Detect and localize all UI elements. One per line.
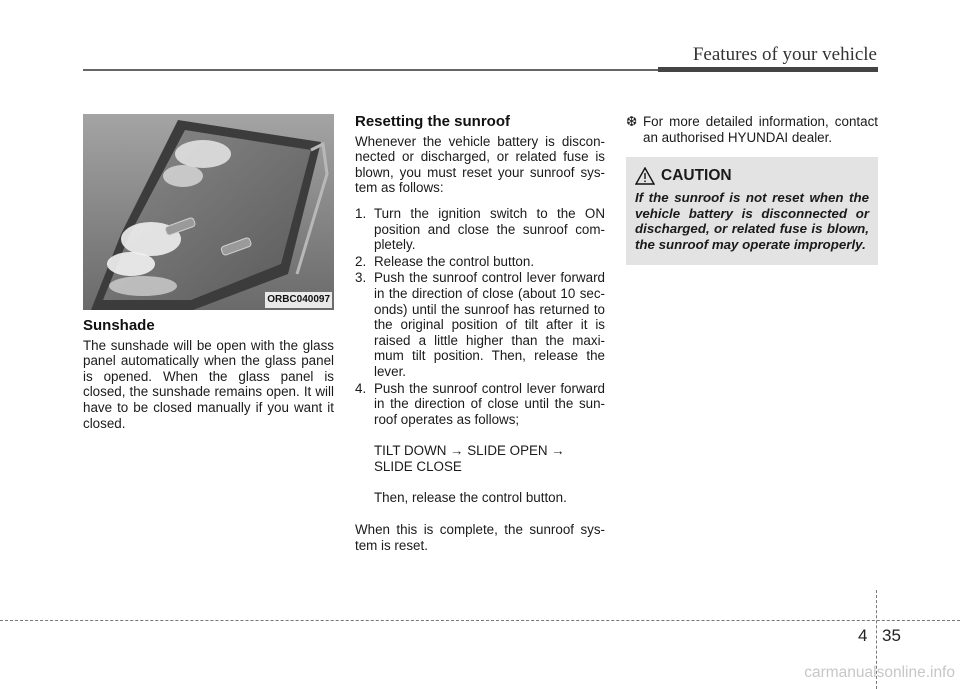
image-code: ORBC040097 — [265, 292, 332, 308]
list-item — [355, 270, 605, 379]
step-number: 2. — [355, 253, 367, 269]
list-item — [355, 381, 605, 428]
sequence-line-1: TILT DOWN → SLIDE OPEN → — [374, 443, 565, 459]
sunroof-illustration — [83, 114, 334, 310]
list-item — [355, 206, 605, 253]
step-text: Push the sunroof control lever forward in the direction of close until the sun-roof operates as follows; — [374, 380, 605, 427]
step-text: Release the control button. — [374, 253, 535, 269]
header-rule-accent — [658, 67, 878, 72]
section-title: Features of your vehicle — [692, 44, 877, 65]
sunshade-body: The sunshade will be open with the glass panel automatically when the glass panel is opened. When the glass panel is closed, the sunshade remains open. It will have to be closed manually if you want it closed. — [83, 337, 334, 431]
step-number: 3. — [355, 270, 367, 286]
dealer-note — [626, 114, 878, 145]
caution-header — [635, 167, 869, 185]
warning-triangle-icon — [635, 167, 655, 185]
step-number: 1. — [355, 205, 367, 221]
list-item — [355, 254, 605, 270]
step-number: 4. — [355, 380, 367, 396]
middle-column — [355, 114, 605, 553]
right-column — [626, 114, 878, 265]
reset-intro: Whenever the vehicle battery is discon-nected or discharged, or related fuse is blown, you must reset your sunroof sys-tem as follows: — [355, 133, 605, 196]
note-mark-icon: ❆ — [626, 114, 638, 129]
step-text: Push the sunroof control lever forward in the direction of close (about 10 sec-onds) until the sunroof has returned to the original position of tilt after it is raised a little higher than the maxi-mum tilt position. Then, release the lever. — [374, 270, 605, 379]
caution-title: CAUTION — [661, 167, 732, 185]
step-text: Turn the ignition switch to the ON position and close the sunroof com-pletely. — [374, 205, 605, 253]
left-column — [83, 114, 334, 431]
caution-box — [626, 157, 878, 264]
release-instruction: Then, release the control button. — [374, 490, 567, 506]
reset-steps — [355, 206, 605, 427]
watermark: carmanualsonline.info — [804, 664, 955, 681]
footer-rule — [0, 620, 960, 621]
page-number: 35 — [882, 626, 901, 645]
sunroof-photo — [83, 114, 334, 310]
page-section: 4 — [858, 626, 868, 645]
reset-final: When this is complete, the sunroof sys-tem is reset. — [355, 522, 605, 553]
sunshade-heading: Sunshade — [83, 317, 155, 334]
note-text: For more detailed information, contact an authorised HYUNDAI dealer. — [643, 114, 878, 145]
reset-heading: Resetting the sunroof — [355, 113, 511, 130]
sequence-line-2: SLIDE CLOSE — [374, 458, 462, 474]
caution-body: If the sunroof is not reset when the vehicle battery is disconnected or discharged, or related fuse is blown, the sunroof may operate improperly. — [635, 190, 869, 252]
